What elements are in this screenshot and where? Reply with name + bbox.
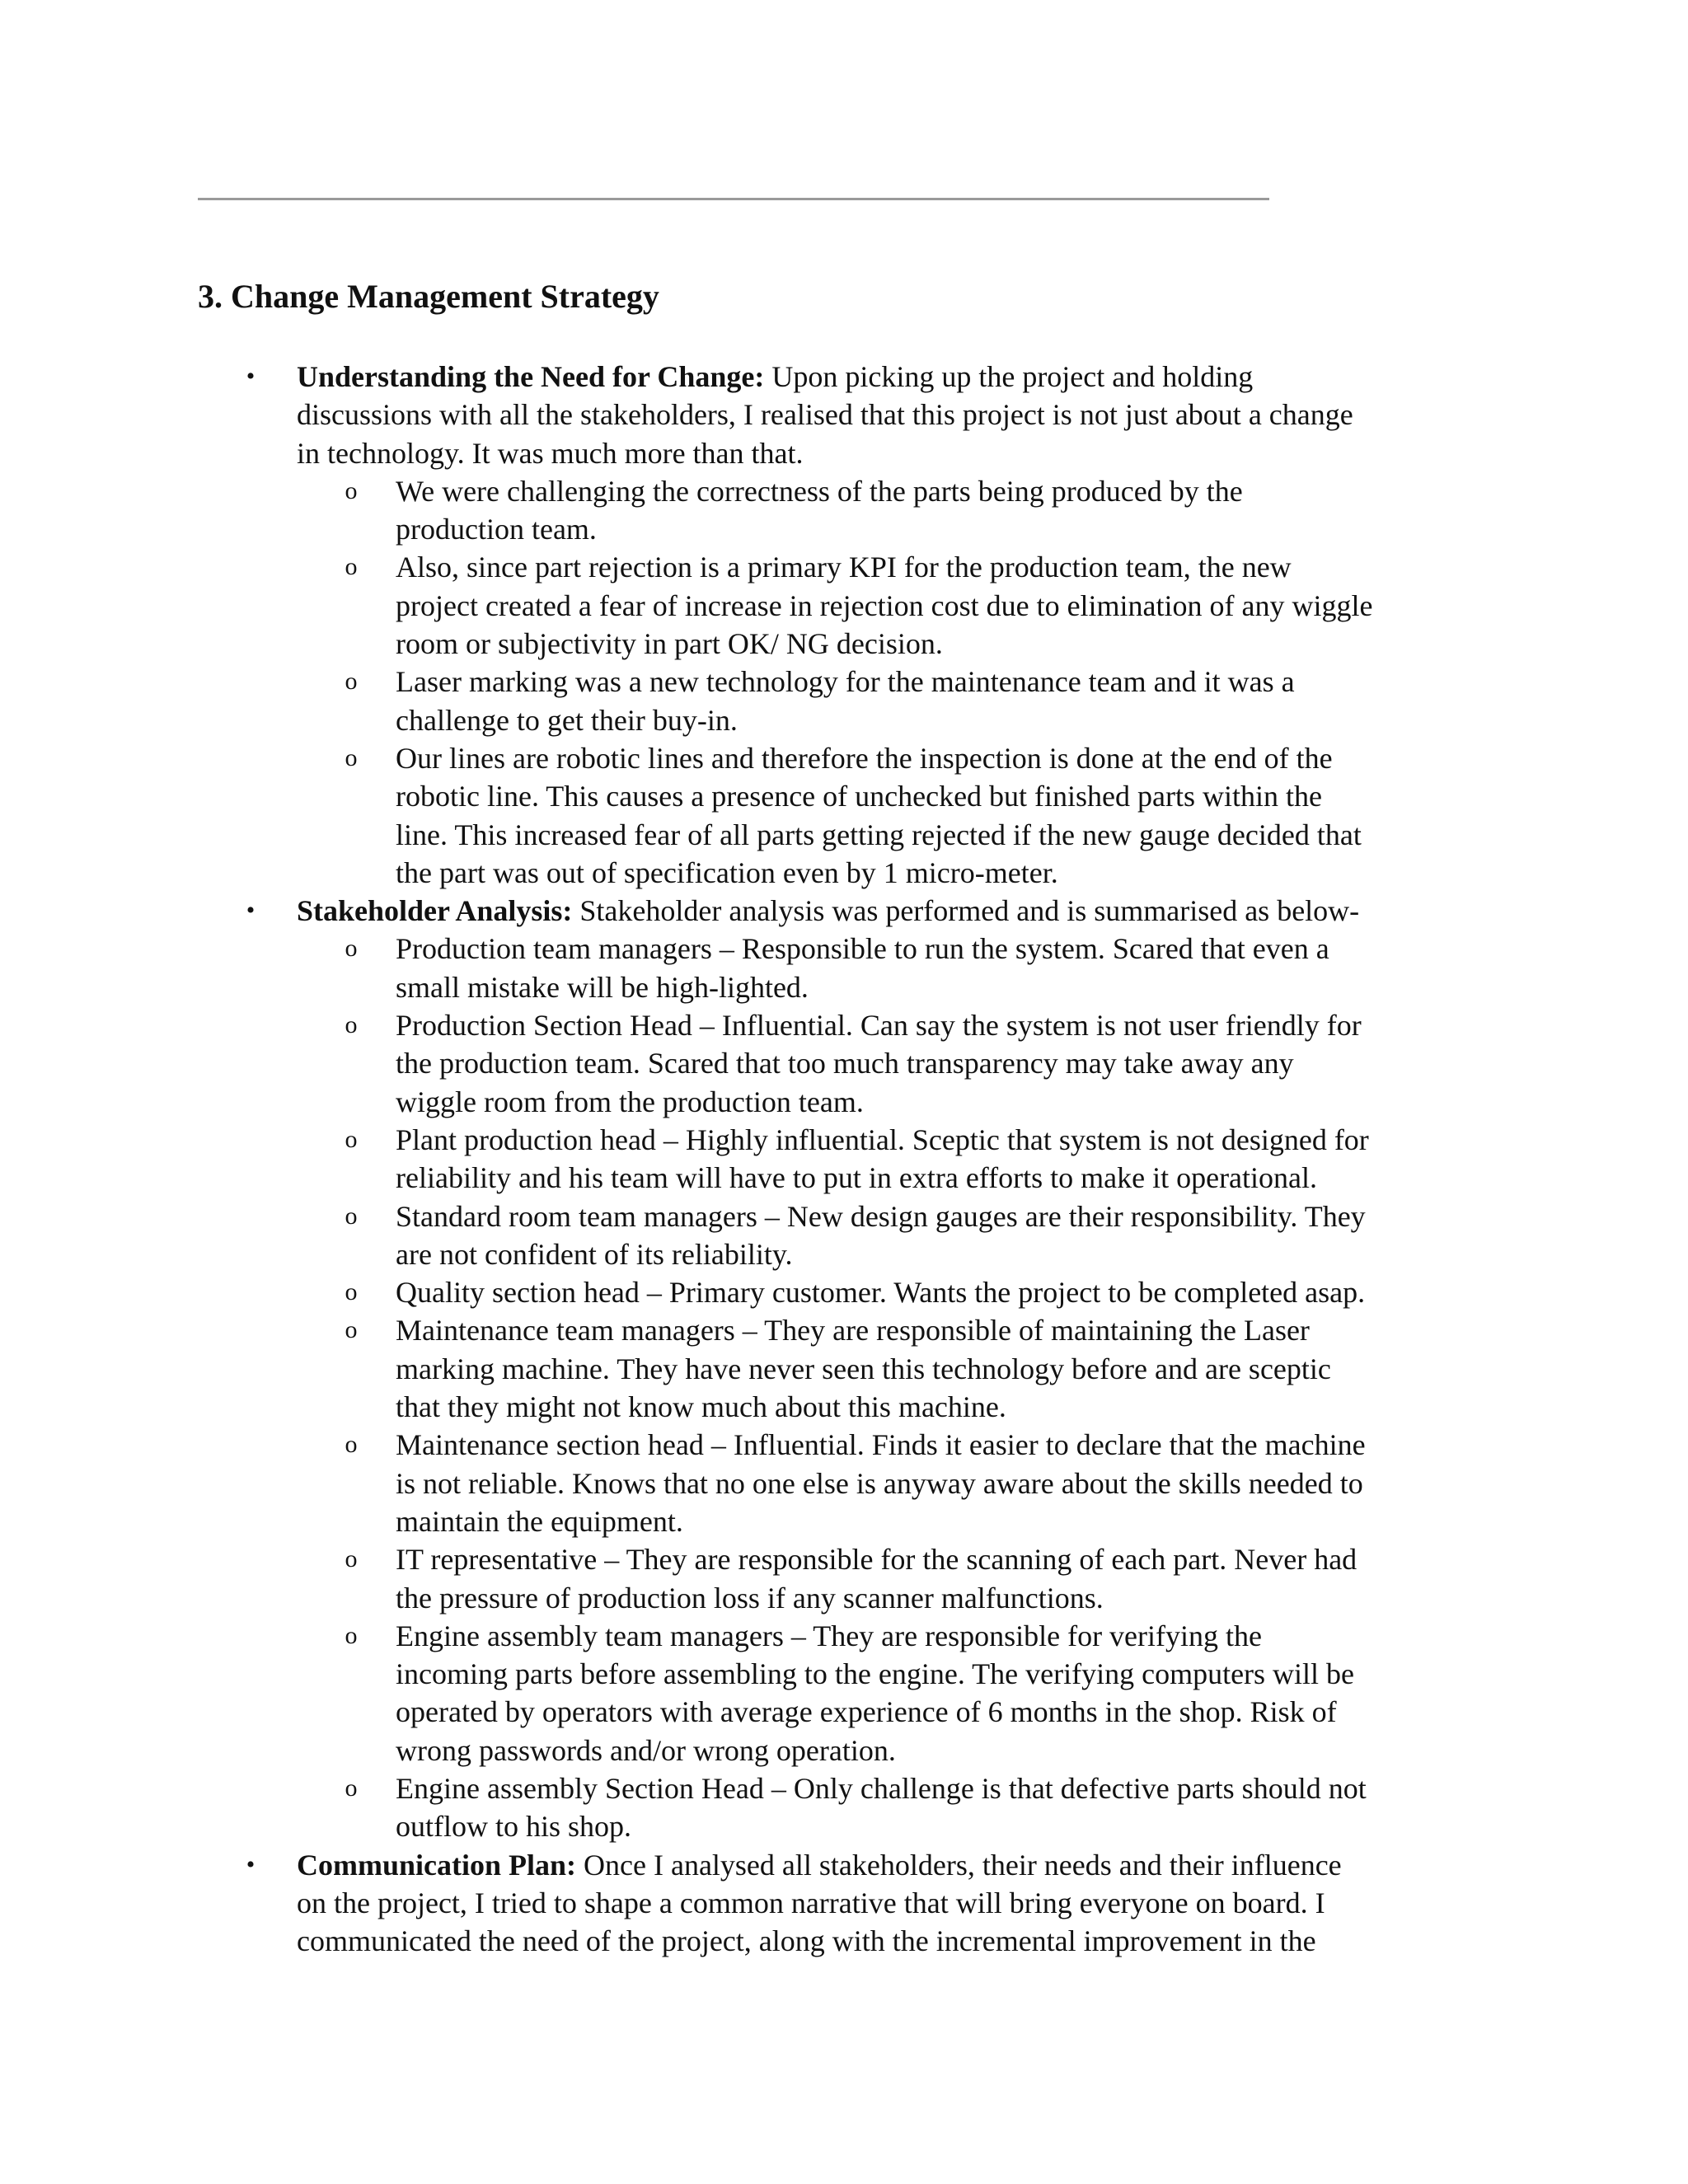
sub-bullet-marker: o	[345, 1202, 358, 1230]
sub-bullet-line: outflow to his shop.	[396, 1810, 632, 1844]
sub-bullet-item	[297, 1006, 1681, 1121]
sub-bullet-list	[297, 472, 1681, 892]
sub-bullet-item	[297, 1273, 1681, 1311]
sub-bullet-line: Our lines are robotic lines and therefore the inspection is done at the end of the	[396, 741, 1333, 775]
sub-bullet-list	[297, 930, 1681, 1845]
sub-bullet-line: the pressure of production loss if any scanner malfunctions.	[396, 1581, 1104, 1615]
sub-bullet-marker: o	[345, 1774, 358, 1802]
sub-bullet-item	[297, 739, 1681, 892]
sub-bullet-item	[297, 1197, 1681, 1274]
sub-bullet-line: wiggle room from the production team.	[396, 1085, 864, 1118]
sub-bullet-line: Maintenance section head – Influential. Finds it easier to declare that the machine	[396, 1428, 1366, 1462]
paragraph-line	[297, 892, 1681, 930]
bullet-lead-heading: Understanding the Need for Change:	[297, 360, 765, 393]
section-content	[198, 358, 1517, 1960]
sub-bullet-line: Plant production head – Highly influential. Sceptic that system is not designed for	[396, 1122, 1369, 1156]
sub-bullet-line: Maintenance team managers – They are responsible of maintaining the Laser	[396, 1314, 1310, 1347]
sub-bullet-marker: o	[345, 1545, 358, 1573]
top-horizontal-rule	[198, 198, 1269, 200]
sub-bullet-item	[297, 1769, 1681, 1846]
sub-bullet-line: reliability and his team will have to put in extra efforts to make it operational.	[396, 1161, 1318, 1195]
paragraph-line	[297, 1846, 1681, 1884]
sub-bullet-line: that they might not know much about this machine.	[396, 1390, 1006, 1424]
sub-bullet-marker: o	[345, 1011, 358, 1039]
bullet-item	[198, 358, 1681, 892]
sub-bullet-line: We were challenging the correctness of the parts being produced by the	[396, 474, 1243, 508]
sub-bullet-line: incoming parts before assembling to the engine. The verifying computers will be	[396, 1657, 1355, 1691]
sub-bullet-line: Quality section head – Primary customer. Wants the project to be completed asap.	[396, 1276, 1366, 1310]
sub-bullet-marker: o	[345, 476, 358, 504]
sub-bullet-line: project created a fear of increase in rejection cost due to elimination of any wiggle	[396, 588, 1373, 622]
sub-bullet-line: Laser marking was a new technology for the maintenance team and it was a	[396, 665, 1295, 699]
sub-bullet-line: Production Section Head – Influential. Can say the system is not user friendly for	[396, 1009, 1362, 1043]
paragraph-line: discussions with all the stakeholders, I realised that this project is not just about a change	[297, 398, 1353, 432]
sub-bullet-line: operated by operators with average experience of 6 months in the shop. Risk of	[396, 1695, 1337, 1729]
sub-bullet-line: robotic line. This causes a presence of unchecked but finished parts within the	[396, 780, 1322, 813]
sub-bullet-line: maintain the equipment.	[396, 1504, 683, 1538]
paragraph-text: Once I analysed all stakeholders, their needs and their influence	[576, 1848, 1342, 1882]
sub-bullet-marker: o	[345, 1125, 358, 1153]
bullet-paragraph	[297, 1846, 1681, 1961]
sub-bullet-marker: o	[345, 1316, 358, 1344]
sub-bullet-marker: o	[345, 743, 358, 771]
sub-bullet-line: Also, since part rejection is a primary KPI for the production team, the new	[396, 551, 1292, 584]
sub-bullet-item	[297, 930, 1681, 1006]
paragraph-text: Stakeholder analysis was performed and is summarised as below-	[572, 894, 1360, 928]
sub-bullet-line: wrong passwords and/or wrong operation.	[396, 1733, 896, 1767]
sub-bullet-line: marking machine. They have never seen this technology before and are sceptic	[396, 1352, 1331, 1385]
sub-bullet-item	[297, 472, 1681, 549]
paragraph-line	[297, 358, 1681, 396]
paragraph-text: Upon picking up the project and holding	[764, 360, 1254, 393]
sub-bullet-item	[297, 663, 1681, 739]
sub-bullet-item	[297, 1426, 1681, 1540]
sub-bullet-line: challenge to get their buy-in.	[396, 703, 738, 737]
sub-bullet-item	[297, 1311, 1681, 1426]
bullet-marker: •	[246, 1850, 256, 1878]
sub-bullet-line: production team.	[396, 513, 597, 546]
sub-bullet-marker: o	[345, 1621, 358, 1649]
bullet-item	[198, 892, 1681, 1845]
sub-bullet-line: Standard room team managers – New design gauges are their responsibility. They	[396, 1199, 1366, 1233]
sub-bullet-line: is not reliable. Knows that no one else is anyway aware about the skills needed to	[396, 1466, 1363, 1500]
sub-bullet-marker: o	[345, 668, 358, 696]
sub-bullet-line: the production team. Scared that too much transparency may take away any	[396, 1047, 1294, 1080]
sub-bullet-line: Engine assembly Section Head – Only challenge is that defective parts should not	[396, 1771, 1367, 1805]
section-heading: 3. Change Management Strategy	[198, 278, 659, 315]
sub-bullet-line: Engine assembly team managers – They are responsible for verifying the	[396, 1619, 1262, 1652]
sub-bullet-line: line. This increased fear of all parts getting rejected if the new gauge decided that	[396, 818, 1362, 851]
sub-bullet-line: are not confident of its reliability.	[396, 1237, 793, 1271]
sub-bullet-item	[297, 1121, 1681, 1197]
sub-bullet-item	[297, 1617, 1681, 1769]
sub-bullet-marker: o	[345, 553, 358, 581]
bullet-paragraph	[297, 358, 1681, 472]
bullet-lead-heading: Communication Plan:	[297, 1848, 577, 1882]
sub-bullet-item	[297, 1540, 1681, 1617]
sub-bullet-marker: o	[345, 1278, 358, 1306]
sub-bullet-marker: o	[345, 1431, 358, 1459]
bullet-paragraph	[297, 892, 1681, 930]
paragraph-line: communicated the need of the project, along with the incremental improvement in the	[297, 1924, 1316, 1958]
sub-bullet-line: Production team managers – Responsible to run the system. Scared that even a	[396, 932, 1329, 966]
bullet-item	[198, 1846, 1681, 1961]
bullet-marker: •	[246, 897, 256, 925]
sub-bullet-marker: o	[345, 935, 358, 963]
paragraph-line: on the project, I tried to shape a common narrative that will bring everyone on board. I	[297, 1886, 1325, 1919]
sub-bullet-line: small mistake will be high-lighted.	[396, 970, 809, 1004]
bullet-list	[198, 358, 1517, 1960]
sub-bullet-item	[297, 548, 1681, 663]
sub-bullet-line: IT representative – They are responsible for the scanning of each part. Never had	[396, 1543, 1357, 1577]
bullet-marker: •	[246, 363, 256, 390]
sub-bullet-line: room or subjectivity in part OK/ NG decision.	[396, 627, 943, 661]
sub-bullet-line: the part was out of specification even by 1 micro-meter.	[396, 855, 1058, 889]
bullet-lead-heading: Stakeholder Analysis:	[297, 894, 573, 928]
paragraph-line: in technology. It was much more than that.	[297, 436, 804, 470]
